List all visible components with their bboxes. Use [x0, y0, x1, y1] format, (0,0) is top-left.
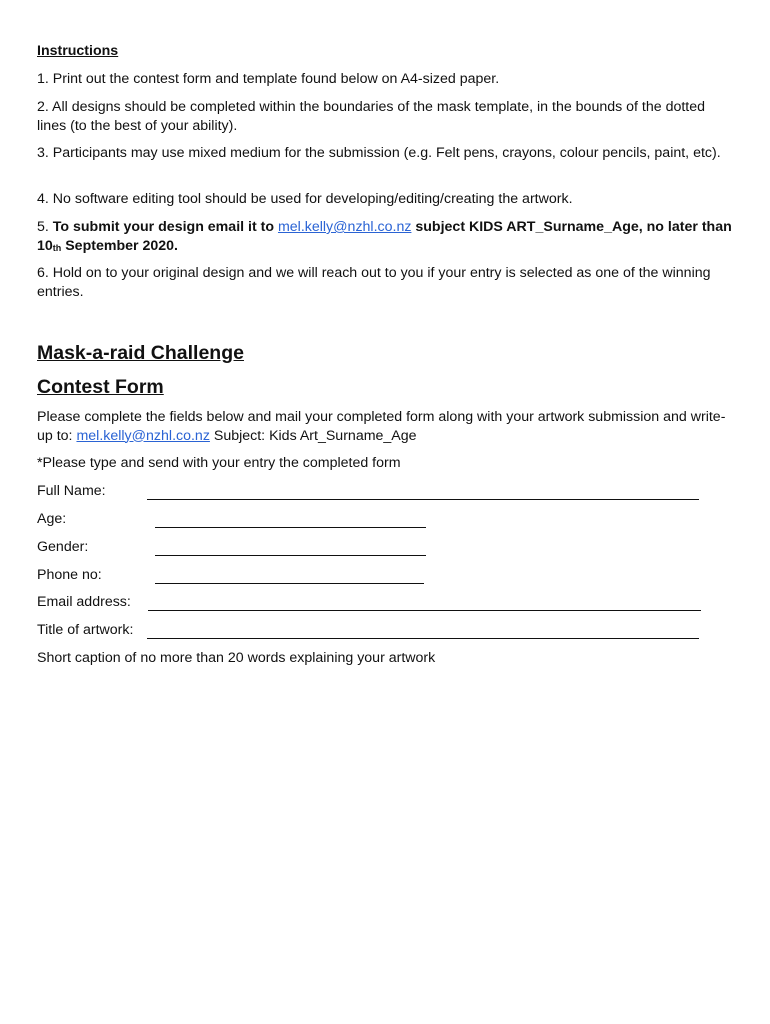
instruction-item-3: 3. Participants may use mixed medium for the submission (e.g. Felt pens, crayons, colour pencils, paint, etc). — [37, 145, 721, 161]
form-email-link[interactable]: mel.kelly@nzhl.co.nz — [76, 427, 210, 444]
instruction-item-2: 2. All designs should be completed within the boundaries of the mask template, in the bounds of the dotted lines (to the best of your ability). — [37, 99, 706, 134]
item-5-date: September 2020. — [61, 237, 178, 254]
full-name-input-line[interactable] — [147, 499, 699, 500]
age-label: Age: — [37, 511, 67, 527]
form-title-contest: Contest Form — [37, 376, 164, 398]
email-input-line[interactable] — [148, 610, 701, 611]
instruction-item-6: 6. Hold on to your original design and we will reach out to you if your entry is selected as one of the winning entries. — [37, 265, 711, 300]
item-5-number: 5. — [37, 219, 53, 235]
form-title-challenge: Mask-a-raid Challenge — [37, 342, 244, 364]
phone-input-line[interactable] — [155, 583, 424, 584]
phone-label: Phone no: — [37, 567, 102, 583]
artwork-title-field — [37, 621, 737, 641]
artwork-title-label: Title of artwork: — [37, 622, 134, 638]
gender-label: Gender: — [37, 539, 89, 555]
instruction-item-4: 4. No software editing tool should be used for developing/editing/creating the artwork. — [37, 191, 573, 207]
item-5-ordinal: th — [52, 242, 62, 253]
form-intro — [37, 408, 737, 445]
form-intro-subject: Subject: Kids Art_Surname_Age — [209, 427, 417, 444]
instruction-item-1: 1. Print out the contest form and template found below on A4-sized paper. — [37, 71, 500, 87]
instructions-heading: Instructions — [37, 43, 119, 59]
instruction-item-5 — [37, 218, 737, 255]
form-intro-text: Please complete the fields below and mail your completed form along with your artwork submission and write-up to: — [37, 409, 726, 444]
caption-prompt: Short caption of no more than 20 words explaining your artwork — [37, 650, 436, 666]
full-name-label: Full Name: — [37, 483, 106, 499]
email-label: Email address: — [37, 594, 131, 610]
age-input-line[interactable] — [155, 527, 426, 528]
item-5-lead: To submit your design email it to — [52, 219, 278, 235]
phone-field — [37, 566, 737, 586]
gender-field — [37, 538, 737, 558]
form-note: *Please type and send with your entry the completed form — [37, 455, 401, 471]
email-field — [37, 593, 737, 613]
full-name-field — [37, 482, 737, 502]
gender-input-line[interactable] — [155, 555, 426, 556]
age-field — [37, 510, 737, 530]
submission-email-link[interactable]: mel.kelly@nzhl.co.nz — [277, 219, 412, 235]
item-5-subject: subject KIDS ART_Surname_Age, no later than 10 — [37, 219, 732, 254]
artwork-title-input-line[interactable] — [147, 638, 699, 639]
